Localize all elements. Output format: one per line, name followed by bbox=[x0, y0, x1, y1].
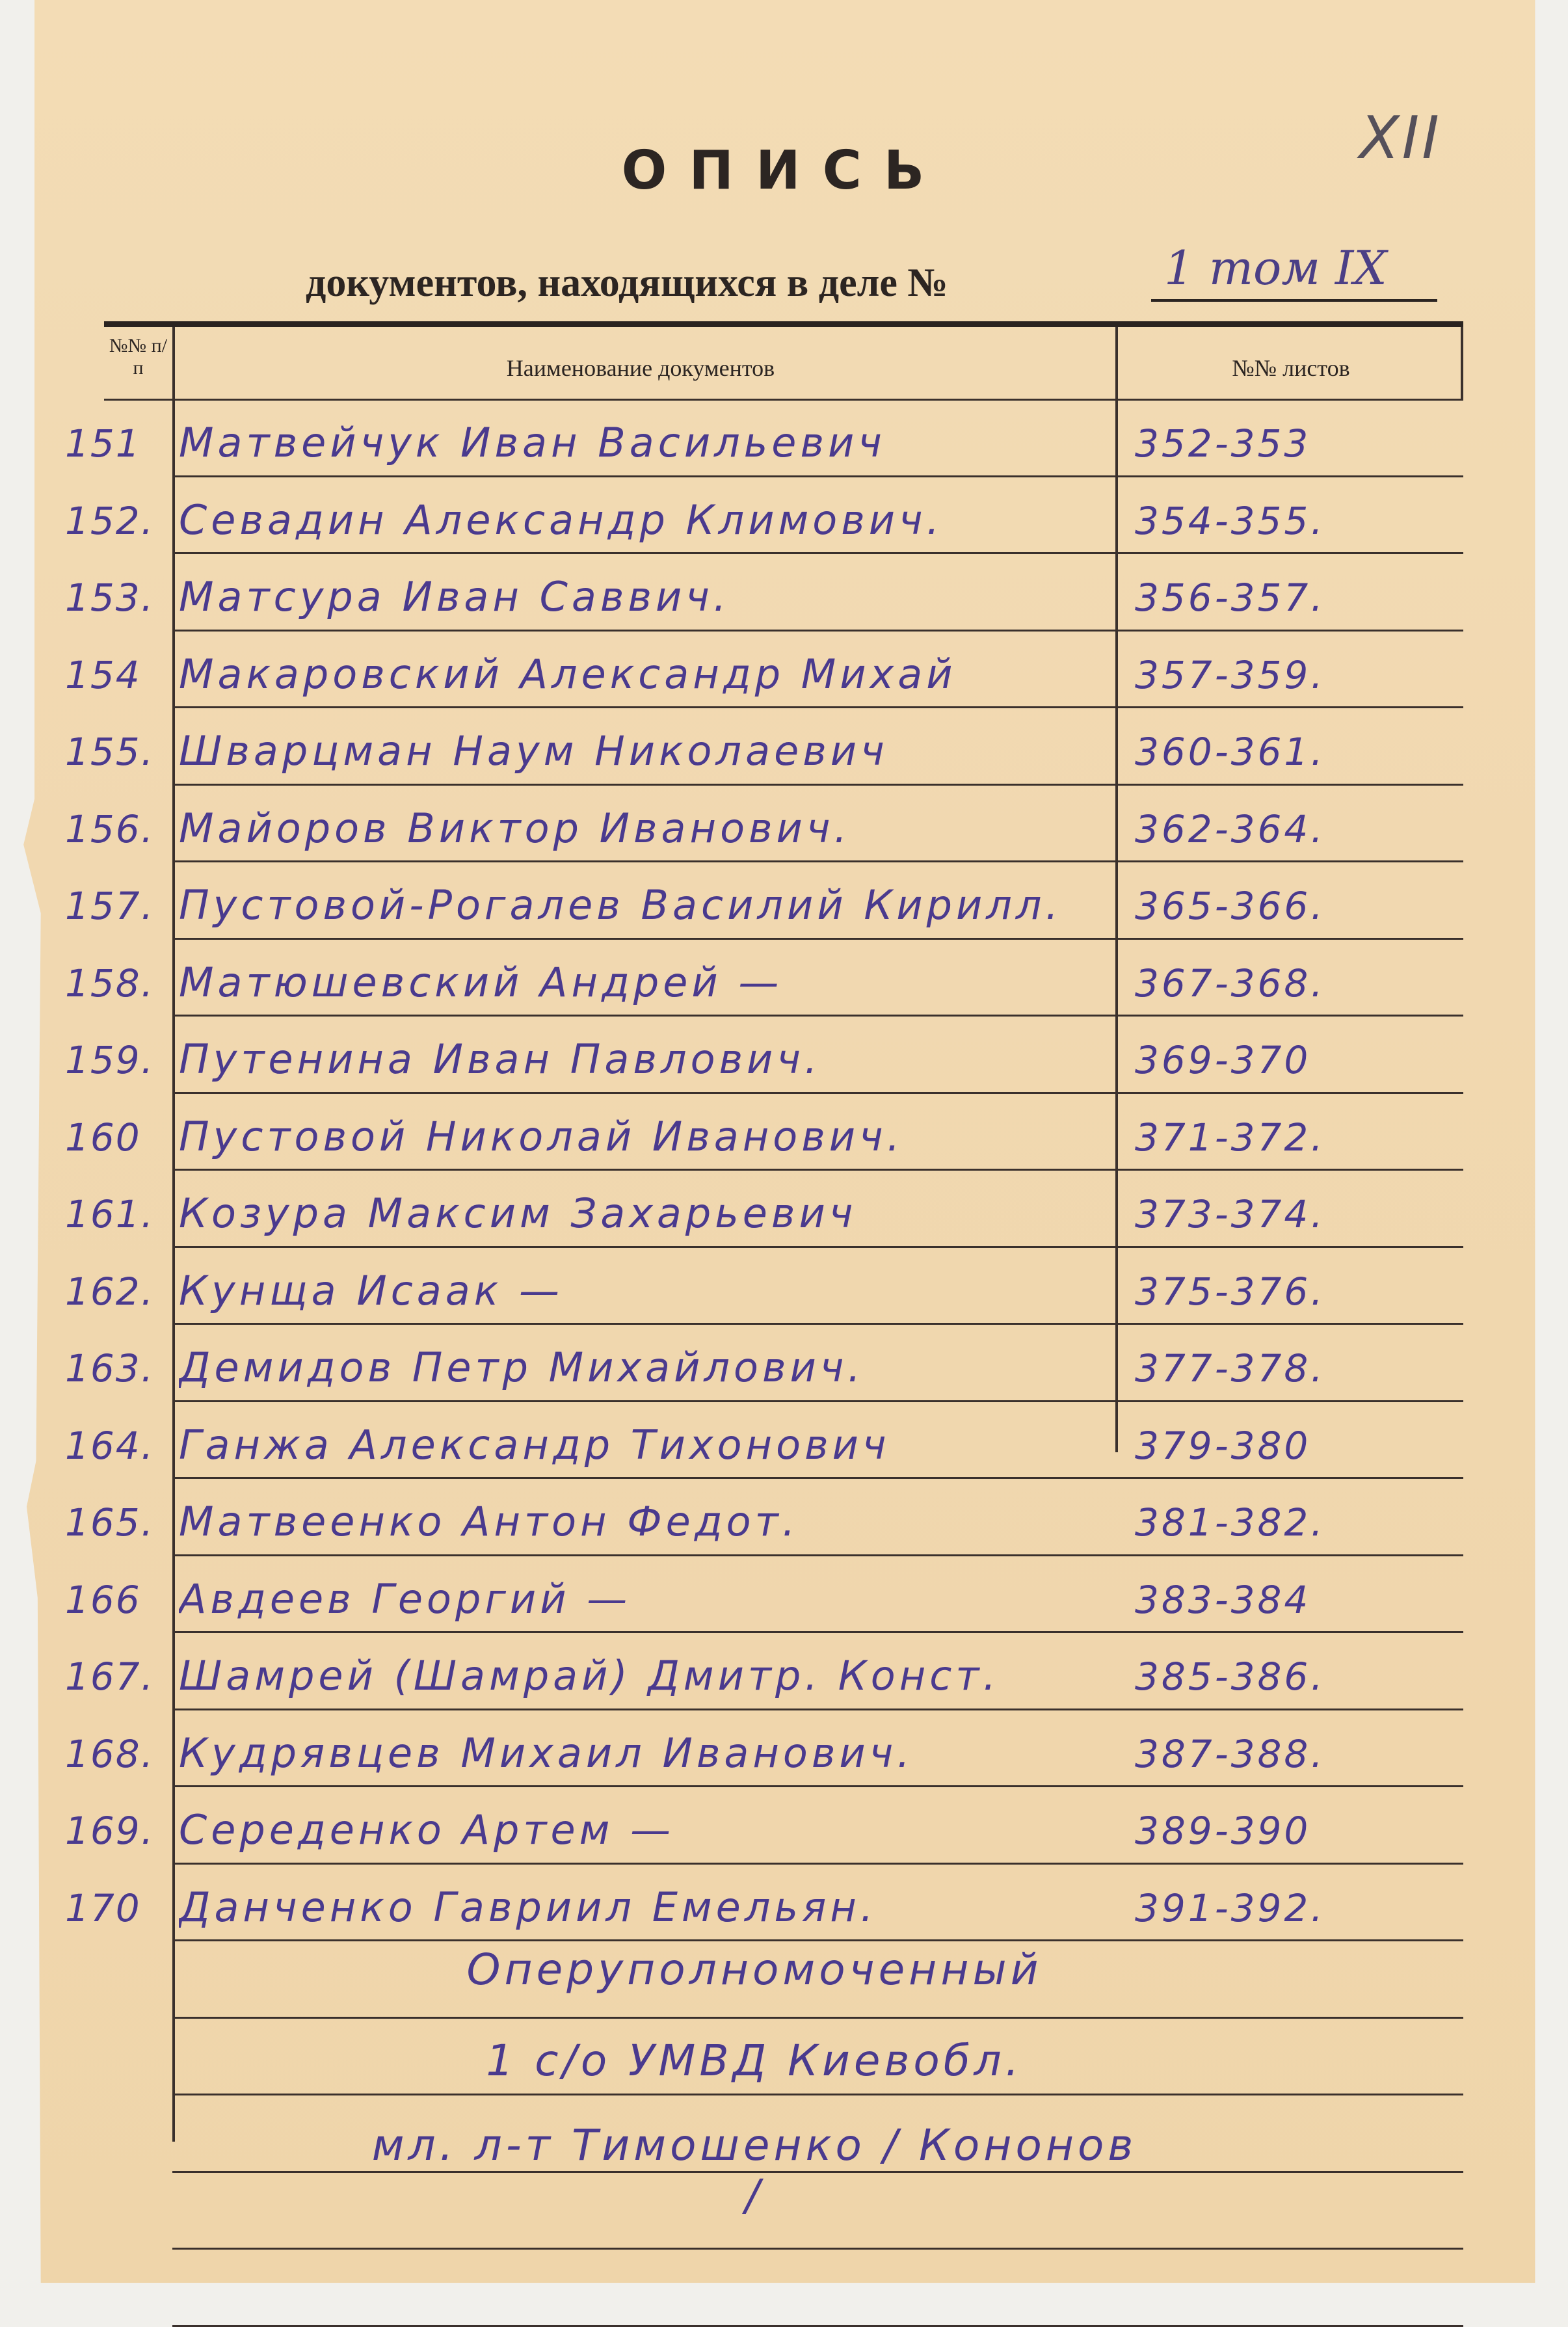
row-number: 161. bbox=[65, 1192, 155, 1236]
empty-rule bbox=[172, 2325, 1463, 2327]
table-row bbox=[0, 1635, 1568, 1712]
table-row bbox=[0, 1867, 1568, 1943]
row-number: 160 bbox=[65, 1115, 141, 1160]
table-row bbox=[0, 1558, 1568, 1635]
row-rule bbox=[172, 1863, 1463, 1865]
row-number: 168. bbox=[65, 1731, 155, 1776]
row-name: Севадин Александр Климович. bbox=[179, 496, 944, 544]
row-rule bbox=[172, 1015, 1463, 1017]
row-number: 153. bbox=[65, 576, 155, 620]
table-row bbox=[0, 864, 1568, 941]
case-number: 1 том IX bbox=[1151, 241, 1437, 302]
table-row bbox=[0, 1327, 1568, 1403]
row-sheets: 369-370 bbox=[1135, 1038, 1311, 1082]
row-rule bbox=[172, 1092, 1463, 1094]
empty-rule bbox=[172, 2094, 1463, 2095]
row-number: 159. bbox=[65, 1038, 155, 1082]
row-rule bbox=[172, 630, 1463, 632]
signature-line-1: Оперуполномоченный bbox=[466, 1945, 1043, 1995]
row-name: Путенина Иван Павлович. bbox=[179, 1035, 821, 1083]
row-rule bbox=[172, 938, 1463, 940]
header-top-rule bbox=[104, 321, 1463, 327]
row-name: Ганжа Александр Тихонович bbox=[179, 1420, 890, 1469]
header-name: Наименование документов bbox=[506, 355, 775, 381]
row-name: Майоров Виктор Иванович. bbox=[179, 804, 851, 852]
row-name: Матвеенко Антон Федот. bbox=[179, 1498, 799, 1545]
row-name: Макаровский Александр Михай bbox=[179, 650, 957, 698]
signature-line-2: 1 с/о УМВД Киевобл. bbox=[486, 2036, 1023, 2086]
table-row bbox=[0, 1173, 1568, 1249]
row-number: 157. bbox=[65, 884, 155, 928]
row-rule bbox=[172, 784, 1463, 786]
row-number: 162. bbox=[65, 1269, 155, 1314]
table-row bbox=[0, 1018, 1568, 1095]
row-rule bbox=[172, 475, 1463, 477]
table-row bbox=[0, 1404, 1568, 1481]
document-subtitle: документов, находящихся в деле № bbox=[306, 261, 948, 305]
header-bottom-rule bbox=[104, 399, 1463, 401]
row-sheets: 365-366. bbox=[1135, 884, 1325, 928]
row-sheets: 367-368. bbox=[1135, 961, 1325, 1005]
row-number: 151 bbox=[65, 421, 141, 466]
row-rule bbox=[172, 860, 1463, 862]
row-number: 158. bbox=[65, 961, 155, 1005]
row-name: Кудрявцев Михаил Иванович. bbox=[179, 1729, 914, 1777]
corner-mark: XII bbox=[1359, 104, 1442, 172]
row-name: Матюшевский Андрей — bbox=[179, 958, 783, 1006]
row-rule bbox=[172, 1785, 1463, 1787]
row-number: 152. bbox=[65, 498, 155, 543]
row-sheets: 379-380 bbox=[1135, 1423, 1311, 1468]
header-sheets: №№ листов bbox=[1232, 355, 1350, 381]
row-sheets: 371-372. bbox=[1135, 1115, 1325, 1160]
table-row bbox=[0, 788, 1568, 864]
row-name: Матвейчук Иван Васильевич bbox=[179, 419, 886, 466]
row-sheets: 389-390 bbox=[1135, 1809, 1311, 1853]
table-row bbox=[0, 1250, 1568, 1327]
row-sheets: 356-357. bbox=[1135, 576, 1325, 620]
row-sheets: 385-386. bbox=[1135, 1655, 1325, 1699]
table-row bbox=[0, 556, 1568, 633]
row-sheets: 360-361. bbox=[1135, 730, 1325, 774]
row-number: 164. bbox=[65, 1423, 155, 1468]
empty-rule bbox=[172, 2017, 1463, 2019]
row-name: Демидов Петр Михайлович. bbox=[179, 1344, 865, 1391]
row-number: 169. bbox=[65, 1809, 155, 1853]
row-rule bbox=[172, 552, 1463, 554]
row-rule bbox=[172, 1323, 1463, 1325]
row-sheets: 383-384 bbox=[1135, 1577, 1311, 1622]
empty-rule bbox=[172, 2248, 1463, 2250]
row-sheets: 387-388. bbox=[1135, 1731, 1325, 1776]
row-name: Пустовой-Рогалев Василий Кирилл. bbox=[179, 881, 1063, 929]
header-number: №№ п/п bbox=[109, 335, 168, 379]
row-name: Данченко Гавриил Емельян. bbox=[179, 1883, 877, 1931]
row-sheets: 354-355. bbox=[1135, 498, 1325, 543]
row-sheets: 381-382. bbox=[1135, 1500, 1325, 1545]
row-name: Авдеев Георгий — bbox=[179, 1575, 631, 1623]
table-row bbox=[0, 479, 1568, 556]
row-name: Пустовой Николай Иванович. bbox=[179, 1112, 904, 1160]
row-number: 165. bbox=[65, 1500, 155, 1545]
row-sheets: 362-364. bbox=[1135, 806, 1325, 851]
row-number: 155. bbox=[65, 730, 155, 774]
row-name: Кунща Исаак — bbox=[179, 1266, 563, 1314]
row-rule bbox=[172, 1709, 1463, 1710]
row-rule bbox=[172, 1631, 1463, 1633]
row-name: Козура Максим Захарьевич bbox=[179, 1190, 857, 1237]
row-rule bbox=[172, 1939, 1463, 1941]
row-rule bbox=[172, 1246, 1463, 1248]
row-rule bbox=[172, 1400, 1463, 1402]
row-number: 154 bbox=[65, 652, 141, 697]
row-sheets: 377-378. bbox=[1135, 1346, 1325, 1390]
row-sheets: 375-376. bbox=[1135, 1269, 1325, 1314]
row-number: 156. bbox=[65, 806, 155, 851]
row-sheets: 391-392. bbox=[1135, 1885, 1325, 1930]
signature-line-3: мл. л-т Тимошенко / Кононов / bbox=[371, 2120, 1137, 2220]
row-name: Шварцман Наум Николаевич bbox=[179, 727, 888, 775]
row-rule bbox=[172, 1169, 1463, 1171]
row-number: 163. bbox=[65, 1346, 155, 1390]
row-rule bbox=[172, 1554, 1463, 1556]
table-row bbox=[0, 942, 1568, 1018]
row-number: 170 bbox=[65, 1885, 141, 1930]
table-row bbox=[0, 710, 1568, 787]
table-row bbox=[0, 1096, 1568, 1173]
row-sheets: 357-359. bbox=[1135, 652, 1325, 697]
row-number: 167. bbox=[65, 1655, 155, 1699]
row-rule bbox=[172, 706, 1463, 708]
table-row bbox=[0, 633, 1568, 710]
document-title: ОПИСЬ bbox=[621, 140, 947, 202]
table-row bbox=[0, 402, 1568, 479]
row-number: 166 bbox=[65, 1577, 141, 1622]
table-row bbox=[0, 1712, 1568, 1789]
row-sheets: 373-374. bbox=[1135, 1192, 1325, 1236]
row-name: Матсура Иван Саввич. bbox=[179, 573, 730, 620]
row-name: Середенко Артем — bbox=[179, 1806, 675, 1854]
row-rule bbox=[172, 1477, 1463, 1479]
row-name: Шамрей (Шамрай) Дмитр. Конст. bbox=[179, 1652, 1000, 1699]
row-sheets: 352-353 bbox=[1135, 421, 1311, 466]
table-row bbox=[0, 1481, 1568, 1558]
table-row bbox=[0, 1789, 1568, 1866]
